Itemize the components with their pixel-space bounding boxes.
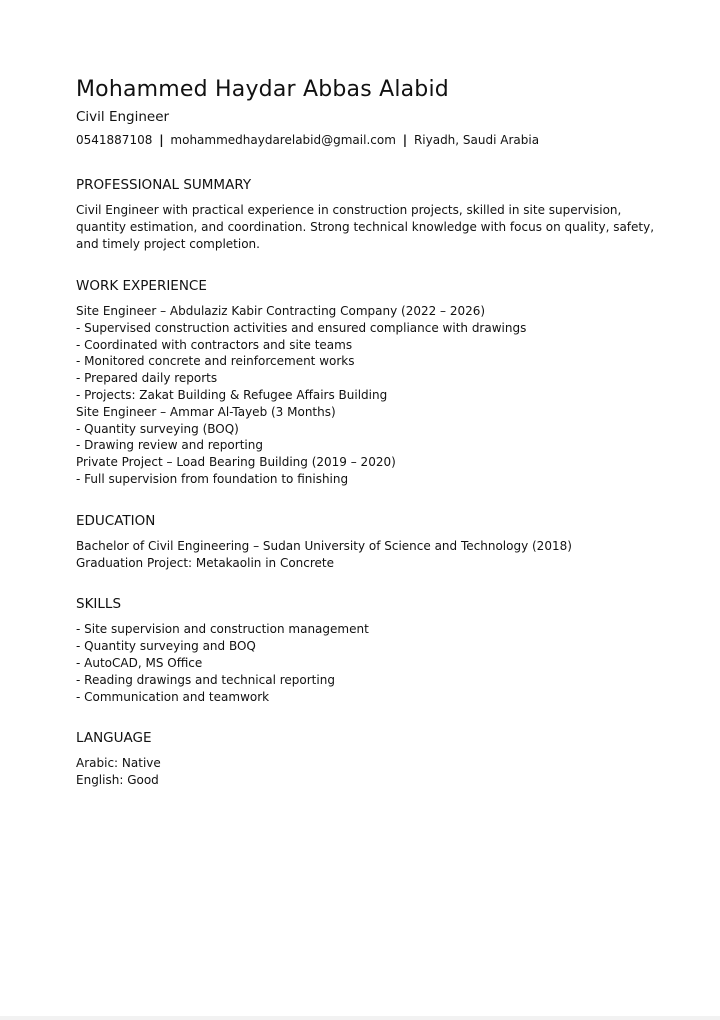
resume-content [76,76,656,789]
skills-section [76,595,656,705]
education-section [76,512,656,572]
skill-item: - Communication and teamwork [76,689,270,704]
experience-line: Private Project – Load Bearing Building (2019 – 2020) [76,455,396,470]
experience-line: - Quantity surveying (BOQ) [76,421,239,436]
experience-line: - Coordinated with contractors and site teams [76,337,353,352]
experience-line: Site Engineer – Ammar Al-Tayeb (3 Months) [76,404,336,419]
skill-item: - Site supervision and construction management [76,622,369,637]
education-line: Graduation Project: Metakaolin in Concrete [76,555,335,570]
contact-separator: | [159,133,164,147]
skill-item: - Reading drawings and technical reporting [76,672,335,687]
education-list [76,538,656,572]
language-section [76,729,656,789]
experience-section [76,277,656,488]
language-item: English: Good [76,773,159,788]
contact-separator: | [402,133,408,147]
contact-phone: 0541887108 [76,133,153,147]
language-list [76,755,656,789]
education-heading: EDUCATION [76,512,156,529]
experience-line: - Projects: Zakat Building & Refugee Affairs Building [76,387,388,402]
skills-list [76,621,656,705]
language-heading: LANGUAGE [76,730,152,747]
experience-heading: WORK EXPERIENCE [76,278,207,294]
candidate-title: Civil Engineer [76,109,170,125]
experience-line: - Drawing review and reporting [76,438,263,453]
skill-item: - Quantity surveying and BOQ [76,639,256,654]
experience-line: - Prepared daily reports [76,371,218,386]
summary-section [76,176,656,253]
summary-text: Civil Engineer with practical experience in construction projects, skilled in site supervision, quantity estimation, and coordination. Strong technical knowledge with focus on quality, safety, and timely project completion. [76,203,655,251]
experience-list [76,303,656,488]
page-bottom-edge [0,1016,720,1020]
summary-heading: PROFESSIONAL SUMMARY [76,177,252,193]
experience-line: - Supervised construction activities and ensured compliance with drawings [76,320,527,335]
skills-heading: SKILLS [76,596,122,613]
contact-email: mohammedhaydarelabid@gmail.com [170,133,396,147]
candidate-name: Mohammed Haydar Abbas Alabid [76,77,449,102]
skill-item: - AutoCAD, MS Office [76,655,203,670]
education-line: Bachelor of Civil Engineering – Sudan University of Science and Technology (2018) [76,538,572,553]
experience-line: Site Engineer – Abdulaziz Kabir Contracting Company (2022 – 2026) [76,304,486,318]
experience-line: - Full supervision from foundation to finishing [76,471,349,486]
contact-location: Riyadh, Saudi Arabia [413,133,540,147]
contact-line [76,132,656,148]
experience-line: - Monitored concrete and reinforcement works [76,354,355,369]
language-item: Arabic: Native [76,756,161,771]
